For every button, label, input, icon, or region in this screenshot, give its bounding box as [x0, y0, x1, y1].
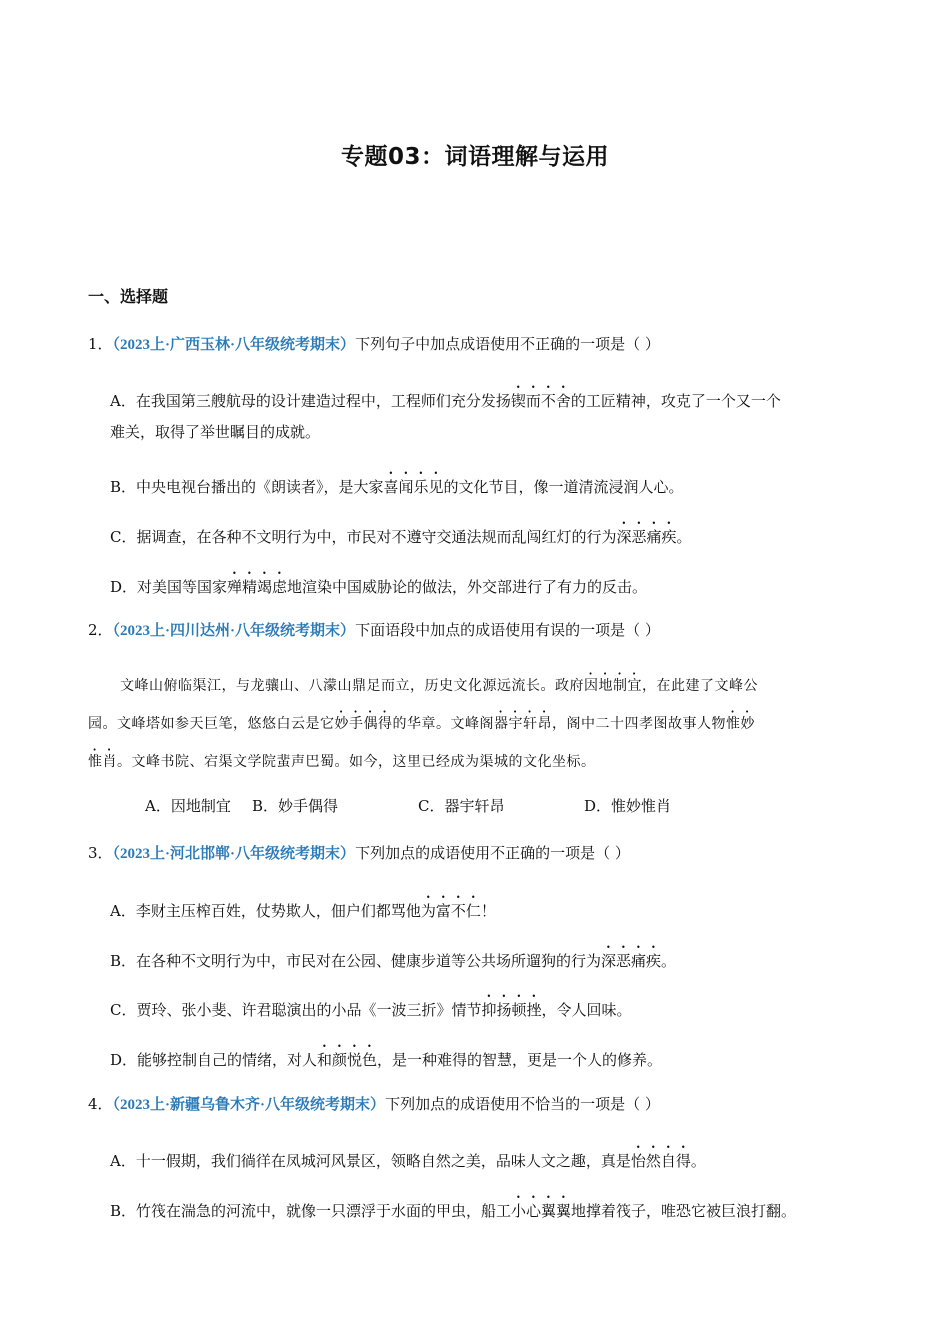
dotted-idiom: 深恶痛疾 [601, 952, 662, 970]
option-d: D．对美国等国家殚精竭虑地渲染中国威胁论的做法，外交部进行了有力的反击。 [110, 578, 648, 596]
question-source: （2023上·河北邯郸·八年级统考期末） [112, 846, 356, 862]
option-a-continued: 难关，取得了举世瞩目的成就。 [110, 423, 321, 441]
dotted-idiom: 锲而不舍 [510, 392, 571, 410]
option-b: B．竹筏在湍急的河流中，就像一只漂浮于水面的甲虫，船工小心翼翼地撑着筏子，唯恐它被巨浪打翻。 [110, 1202, 797, 1220]
option-a: A．李财主压榨百姓，仗势欺人，佃户们都骂他为富不仁！ [110, 902, 496, 920]
option-a: A．因地制宜 [145, 797, 231, 815]
dotted-idiom: 小心翼翼 [511, 1202, 572, 1220]
dotted-idiom: 器宇轩昂 [494, 716, 552, 732]
question-source: （2023上·广西玉林·八年级统考期末） [112, 337, 356, 353]
option-b: B．在各种不文明行为中，市民对在公园、健康步道等公共场所遛狗的行为深恶痛疾。 [110, 952, 677, 970]
dotted-idiom: 惟妙 [726, 716, 755, 732]
option-d: D．能够控制自己的情绪，对人和颜悦色，是一种难得的智慧，更是一个人的修养。 [110, 1051, 663, 1069]
dotted-idiom: 深恶痛疾 [616, 528, 677, 546]
question-4: 4．（2023上·新疆乌鲁木齐·八年级统考期末）下列加点的成语使用不恰当的一项是（ ） [88, 1095, 660, 1113]
option-a: A．十一假期，我们徜徉在凤城河风景区，领略自然之美，品味人文之趣，真是怡然自得。 [110, 1152, 706, 1170]
passage-line-2: 园。文峰塔如参天巨笔，悠悠白云是它妙手偶得的华章。文峰阁器宇轩昂，阁中二十四孝图故事人物惟妙 [88, 716, 755, 732]
dotted-idiom: 为富不仁 [420, 902, 481, 920]
option-d: D．惟妙惟肖 [584, 797, 672, 815]
dotted-idiom: 妙手偶得 [334, 716, 393, 732]
dotted-idiom: 惟肖 [88, 754, 117, 770]
option-c: C．据调查，在各种不文明行为中，市民对不遵守交通法规而乱闯红灯的行为深恶痛疾。 [110, 528, 692, 546]
dotted-idiom: 抑扬顿挫 [481, 1001, 542, 1019]
passage-line-1: 文峰山俯临渠江，与龙骧山、八濛山鼎足而立，历史文化源远流长。政府因地制宜，在此建了文峰公 [120, 678, 758, 694]
option-b: B．中央电视台播出的《朗读者》，是大家喜闻乐见的文化节目，像一道清流浸润人心。 [110, 478, 684, 496]
dotted-idiom: 因地制宜 [584, 678, 642, 694]
option-c: C．贾玲、张小斐、许君聪演出的小品《一波三折》情节抑扬顿挫，令人回味。 [110, 1001, 632, 1019]
question-1: 1．（2023上·广西玉林·八年级统考期末）下列句子中加点成语使用不正确的一项是（ ） [88, 335, 660, 353]
question-3: 3．（2023上·河北邯郸·八年级统考期末）下列加点的成语使用不正确的一项是（ ） [88, 844, 630, 862]
option-b: B．妙手偶得 [252, 797, 339, 815]
question-2: 2．（2023上·四川达州·八年级统考期末）下面语段中加点的成语使用有误的一项是（ ） [88, 621, 660, 639]
page-title: 专题03：词语理解与运用 [340, 144, 609, 170]
dotted-idiom: 喜闻乐见 [383, 478, 444, 496]
dotted-idiom: 和颜悦色 [317, 1051, 378, 1069]
question-source: （2023上·四川达州·八年级统考期末） [112, 623, 356, 639]
dotted-idiom: 怡然自得 [630, 1152, 691, 1170]
option-c: C．器宇轩昂 [418, 797, 505, 815]
section-heading: 一、选择题 [88, 287, 169, 306]
passage-line-3: 惟肖。文峰书院、宕渠文学院蜚声巴蜀。如今，这里已经成为渠城的文化坐标。 [88, 754, 596, 770]
option-a: A．在我国第三艘航母的设计建造过程中，工程师们充分发扬锲而不舍的工匠精神，攻克了一个又一个 [110, 392, 781, 410]
dotted-idiom: 殚精竭虑 [227, 578, 288, 596]
question-source: （2023上·新疆乌鲁木齐·八年级统考期末） [112, 1097, 386, 1113]
